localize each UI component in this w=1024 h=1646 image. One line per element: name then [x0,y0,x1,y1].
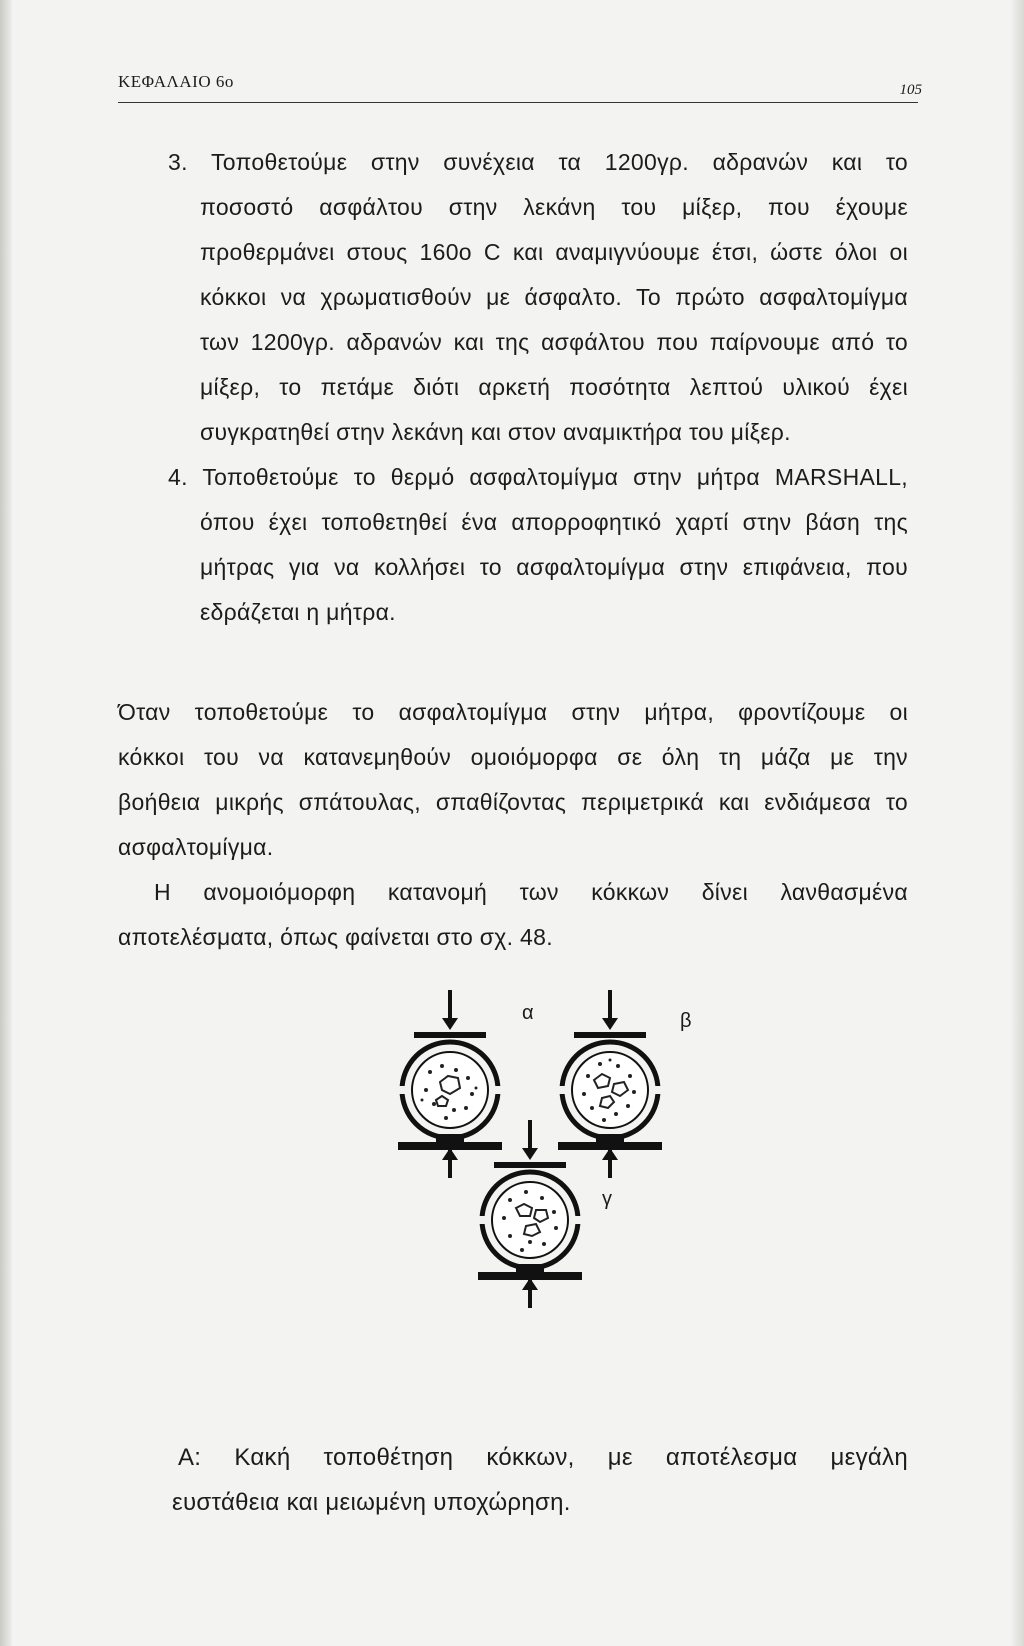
text-line: Όταν τοποθετούμε το ασφαλτομίγμα στην μήτρα, φροντίζουμε οι [118,699,908,725]
caption-line: Α: Κακή τοποθέτηση κόκκων, με αποτέλεσμα μεγάλη [178,1444,908,1471]
mold-beta [558,990,662,1178]
page-number: 105 [899,82,922,98]
mold-alpha [398,990,502,1178]
page-edge-left [0,0,12,1646]
text-line: των 1200γρ. αδρανών και της ασφάλτου που παίρνουμε από το [200,329,908,355]
body-paragraph [118,690,908,960]
text-line: ποσοστό ασφάλτου στην λεκάνη του μίξερ, που έχουμε [200,194,908,220]
text-line: Η ανομοιόμορφη κατανομή των κόκκων δίνει λανθασμένα [154,879,908,905]
marshall-mold-figure [380,980,740,1350]
caption-line: ευστάθεια και μειωμένη υποχώρηση. [172,1489,571,1516]
text-line: μίξερ, το πετάμε διότι αρκετή ποσότητα λεπτού υλικού έχει [200,374,908,400]
text-line: 3. Τοποθετούμε στην συνέχεια τα 1200γρ. αδρανών και το [168,149,908,175]
text-line: μήτρας για να κολλήσει το ασφαλτομίγμα στην επιφάνεια, που [200,554,908,580]
text-line: κόκκοι να χρωματισθούν με άσφαλτο. Το πρώτο ασφαλτομίγμα [200,284,908,310]
numbered-list [168,140,908,635]
figure-label-gamma: γ [602,1188,612,1210]
text-line: βοήθεια μικρής σπάτουλας, σπαθίζοντας περιμετρικά και ενδιάμεσα το [118,789,908,815]
text-line: κόκκοι του να κατανεμηθούν ομοιόμορφα σε όλη τη μάζα με την [118,744,908,770]
text-line: 4. Τοποθετούμε το θερμό ασφαλτομίγμα στην μήτρα MARSHALL, [168,464,908,490]
text-line: εδράζεται η μήτρα. [200,599,396,625]
text-line: προθερμάνει στους 160ο C και αναμιγνύουμε έτσι, ώστε όλοι οι [200,239,908,265]
page-header [118,72,922,103]
figure-drawing [380,980,740,1350]
figure-label-beta: β [680,1010,692,1032]
chapter-title: ΚΕΦΑΛΑΙΟ 6ο [118,72,234,91]
list-item-4 [168,455,908,635]
figure-caption [172,1435,908,1525]
text-line: όπου έχει τοποθετηθεί ένα απορροφητικό χαρτί στην βάση της [200,509,908,535]
text-line: αποτελέσματα, όπως φαίνεται στο σχ. 48. [118,924,553,950]
list-item-3 [168,140,908,455]
text-line: συγκρατηθεί στην λεκάνη και στον αναμικτήρα του μίξερ. [200,419,791,445]
text-line: ασφαλτομίγμα. [118,834,274,860]
figure-label-alpha: α [522,1002,534,1024]
page-edge-right [1010,0,1024,1646]
